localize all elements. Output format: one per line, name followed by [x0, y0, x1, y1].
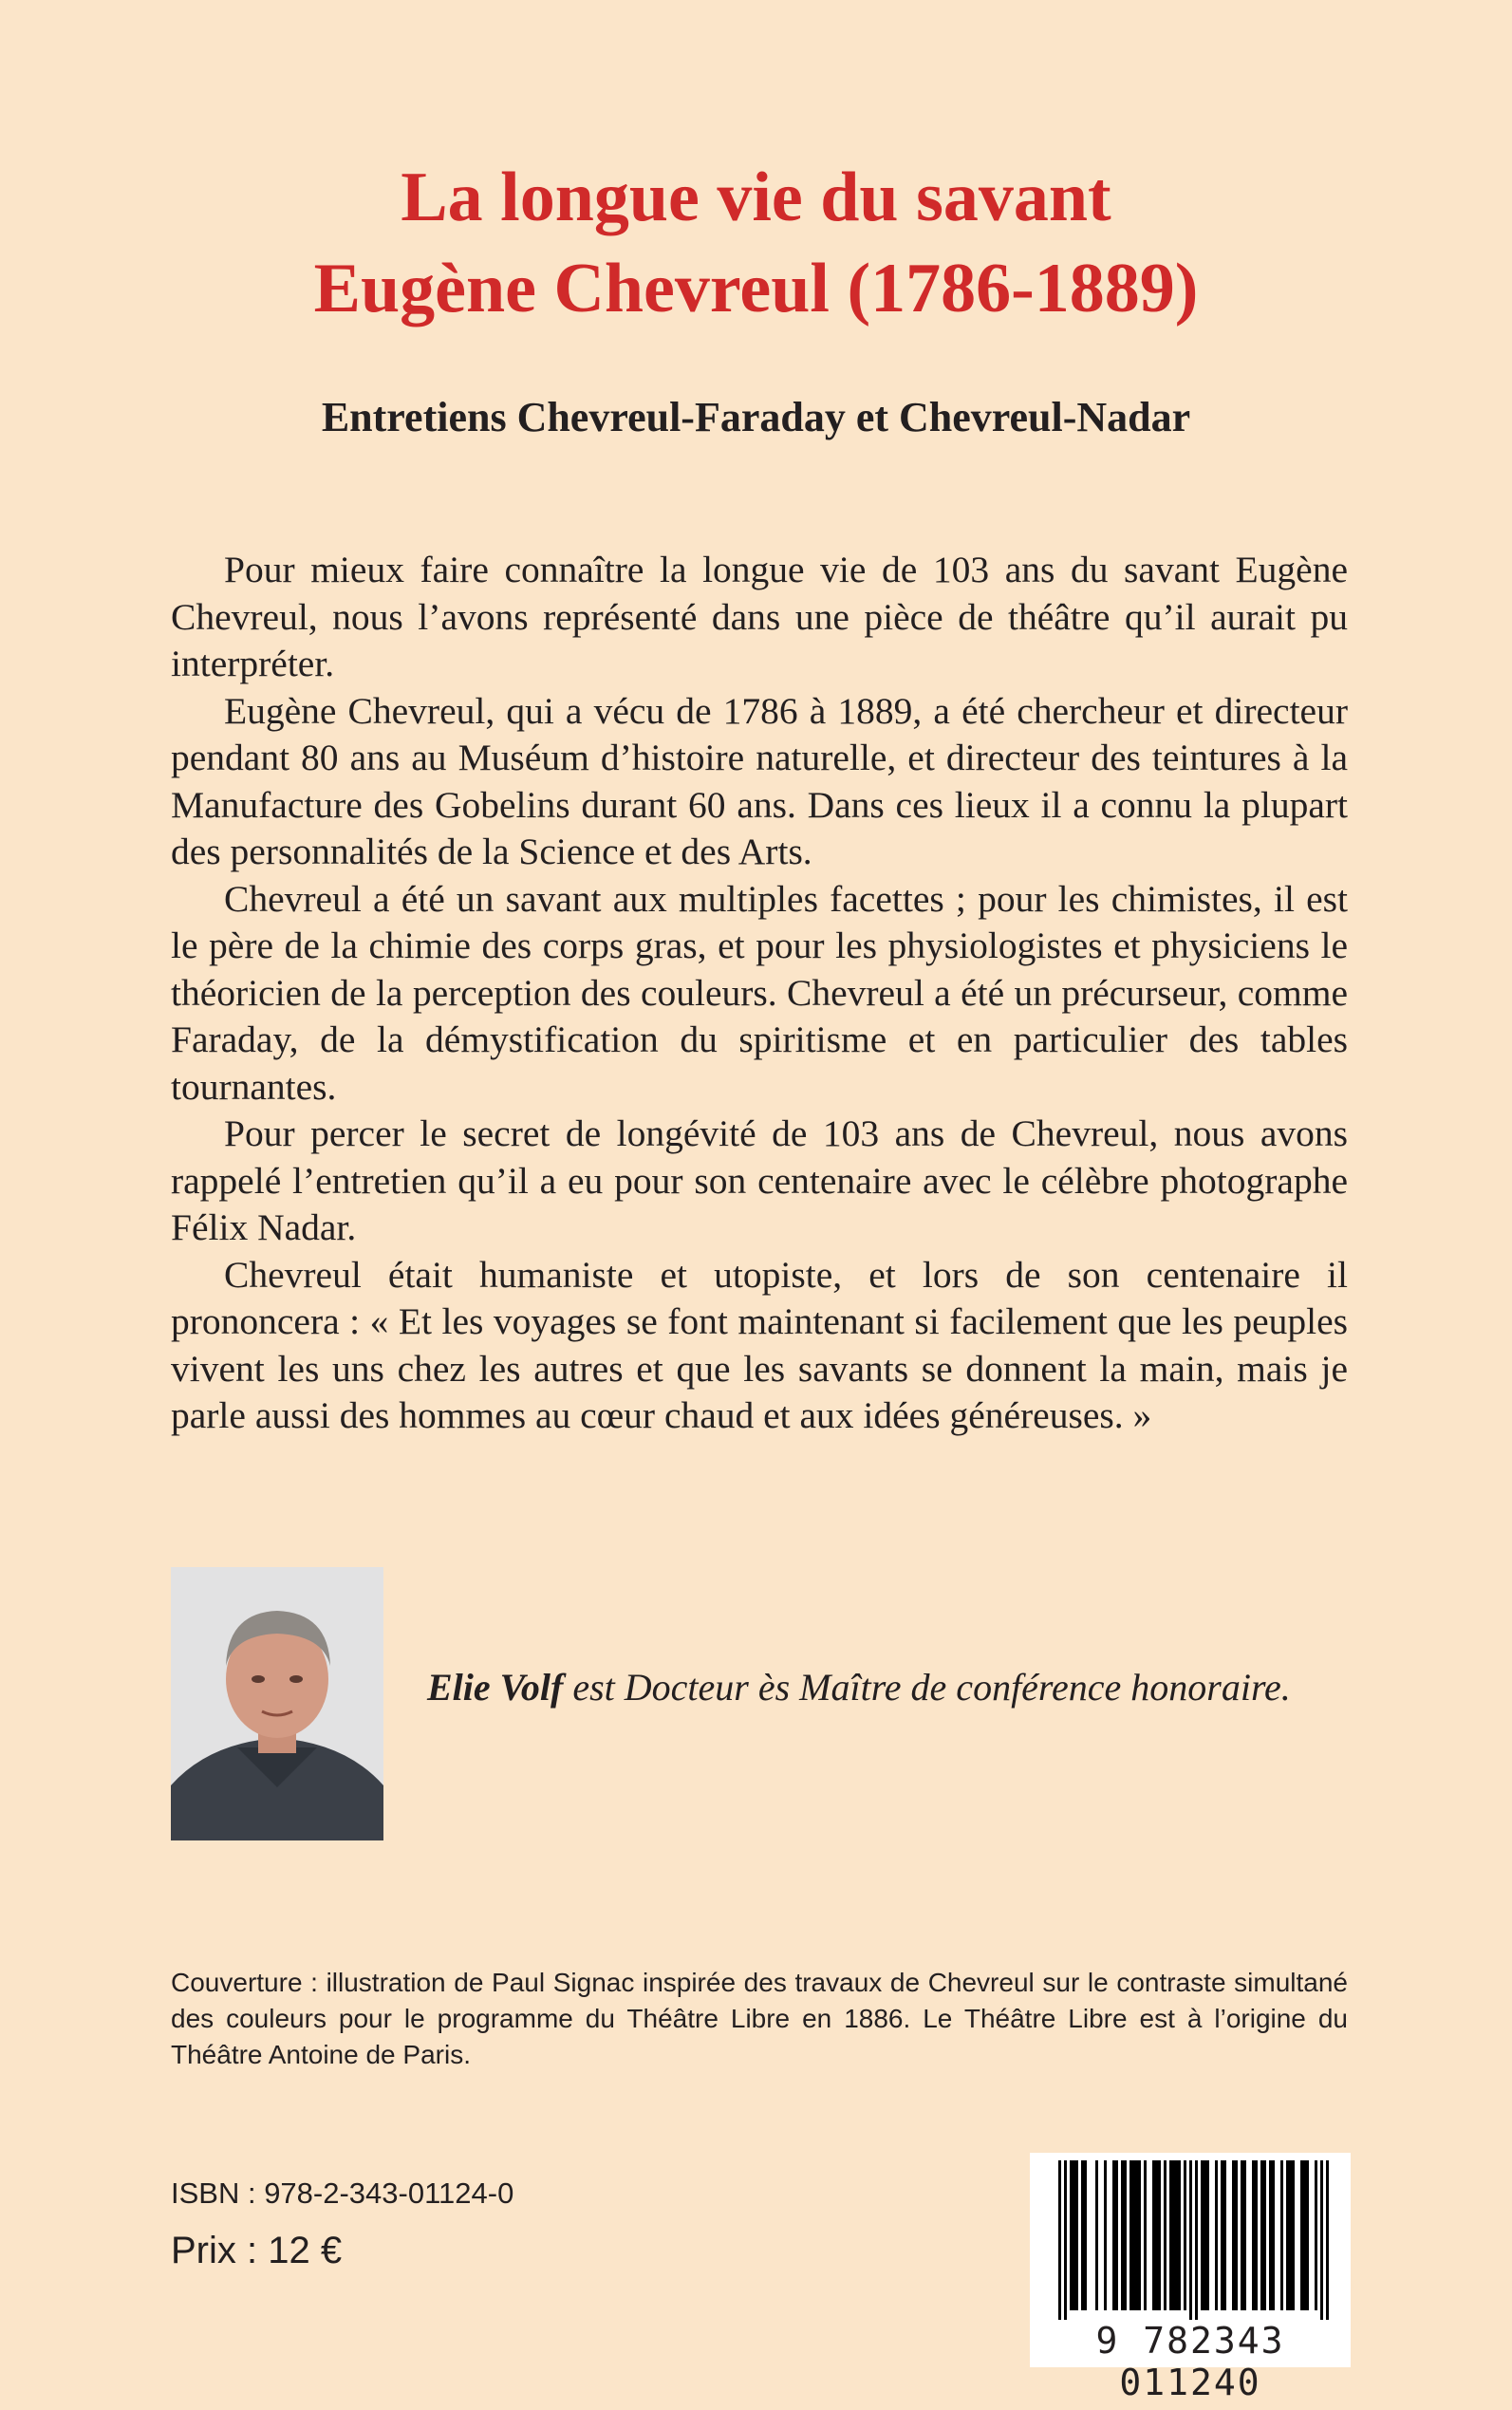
- barcode-bar: [1263, 2160, 1266, 2310]
- barcode-bar: [1081, 2160, 1084, 2310]
- title-line-1: La longue vie du savant: [401, 159, 1111, 236]
- book-title: [0, 152, 1512, 334]
- barcode-bar: [1169, 2160, 1172, 2310]
- barcode-bar: [1223, 2160, 1226, 2310]
- paragraph: Chevreul était humaniste et utopiste, et lors de son centenaire il prononcera : « Et les voyages se font maintenant si facilement que les peuples vivent les uns chez les autres et que les savants se donnent la main, mais je parle aussi des hommes au cœur chaud et aux idées généreuses. »: [171, 1253, 1348, 1436]
- barcode-bar: [1175, 2160, 1178, 2310]
- barcode-bar: [1124, 2160, 1127, 2310]
- author-bio: [427, 1663, 1376, 1712]
- barcode-bar: [1073, 2160, 1075, 2310]
- barcode-bar: [1172, 2160, 1175, 2310]
- barcode-bar: [1195, 2160, 1198, 2320]
- barcode-bar: [1315, 2160, 1317, 2310]
- paragraph: Eugène Chevreul, qui a vécu de 1786 à 1889, a été chercheur et directeur pendant 80 ans au Muséum d’histoire naturelle, et directeur des teintures à la Manufacture des Gobelins durant 60 ans. Dans ces lieux il a connu la plupart des personnalités de la Science et des Arts.: [171, 689, 1348, 872]
- barcode-bar: [1289, 2160, 1292, 2310]
- subtitle: Entretiens Chevreul-Faraday et Chevreul-Nadar: [321, 394, 1191, 440]
- barcode-bar: [1158, 2160, 1161, 2310]
- cover-credit: Couverture : illustration de Paul Signac inspirée des travaux de Chevreul sur le contraste simultané des couleurs pour le programme du Théâtre Libre en 1886. Le Théâtre Libre est à l’origine du Théâtre Antoine de Paris.: [171, 1968, 1348, 2069]
- barcode-bar: [1280, 2160, 1283, 2310]
- title-line-2: Eugène Chevreul (1786-1889): [313, 250, 1199, 327]
- barcode-bar: [1189, 2160, 1192, 2320]
- barcode-bar: [1084, 2160, 1087, 2310]
- barcode-bar: [1255, 2160, 1258, 2310]
- barcode-digits: 9 782343 011240: [1095, 2320, 1285, 2403]
- barcode-bar: [1070, 2160, 1073, 2310]
- isbn: ISBN : 978-2-343-01124-0: [171, 2176, 514, 2210]
- barcode-bar: [1135, 2160, 1138, 2310]
- barcode-bar: [1215, 2160, 1218, 2310]
- barcode-bar: [1184, 2160, 1186, 2310]
- paragraph: Pour percer le secret de longévité de 103 ans de Chevreul, nous avons rappelé l’entretien qu’il a eu pour son centenaire avec le célèbre photographe Félix Nadar.: [171, 1112, 1348, 1248]
- barcode-bar: [1292, 2160, 1295, 2310]
- barcode-bar: [1306, 2160, 1309, 2310]
- author-photo: [171, 1567, 383, 1840]
- barcode-bars: [1030, 2153, 1351, 2320]
- barcode-bar: [1121, 2160, 1124, 2310]
- barcode-bar: [1201, 2160, 1204, 2310]
- author-portrait-image: [171, 1567, 383, 1840]
- barcode-bar: [1058, 2160, 1061, 2320]
- barcode-bar: [1286, 2160, 1289, 2310]
- summary-text: [171, 547, 1348, 1440]
- barcode-bar: [1138, 2160, 1141, 2310]
- barcode-bar: [1064, 2160, 1067, 2320]
- barcode-bar: [1241, 2160, 1243, 2310]
- barcode-bar: [1243, 2160, 1246, 2310]
- barcode-bar: [1115, 2160, 1118, 2310]
- barcode-bar: [1269, 2160, 1272, 2310]
- barcode-bar: [1075, 2160, 1078, 2310]
- barcode-bar: [1164, 2160, 1167, 2310]
- barcode-bar: [1152, 2160, 1155, 2310]
- barcode-bar: [1303, 2160, 1306, 2310]
- barcode-bar: [1252, 2160, 1255, 2310]
- price: Prix : 12 €: [171, 2230, 343, 2271]
- paragraph: Pour mieux faire connaître la longue vie de 103 ans du savant Eugène Chevreul, nous l’avons représenté dans une pièce de théâtre qu’il aurait pu interpréter.: [171, 549, 1348, 684]
- barcode-bar: [1272, 2160, 1275, 2310]
- barcode-bar: [1320, 2160, 1323, 2320]
- barcode-bar: [1178, 2160, 1181, 2310]
- barcode-bar: [1235, 2160, 1238, 2310]
- barcode-bar: [1232, 2160, 1235, 2310]
- paragraph: Chevreul a été un savant aux multiples facettes ; pour les chimistes, il est le père de la chimie des corps gras, et pour les physiologistes et physiciens le théoricien de la perception des couleurs. Chevreul a été un précurseur, comme Faraday, de la démystification du spiritisme et en particulier des tables tournantes.: [171, 877, 1348, 1108]
- barcode: [1030, 2153, 1351, 2403]
- barcode-bar: [1129, 2160, 1132, 2310]
- author-description: est Docteur ès Maître de conférence honoraire.: [563, 1666, 1291, 1709]
- barcode-bar: [1300, 2160, 1303, 2310]
- barcode-bar: [1155, 2160, 1158, 2310]
- barcode-bar: [1326, 2160, 1329, 2320]
- author-name: Elie Volf: [427, 1666, 564, 1709]
- barcode-bar: [1221, 2160, 1223, 2310]
- barcode-bar: [1104, 2160, 1107, 2310]
- barcode-bar: [1260, 2160, 1263, 2310]
- barcode-bar: [1206, 2160, 1209, 2310]
- barcode-bar: [1144, 2160, 1147, 2310]
- barcode-bar: [1204, 2160, 1206, 2310]
- barcode-bar: [1112, 2160, 1115, 2310]
- barcode-bar: [1132, 2160, 1135, 2310]
- barcode-bar: [1095, 2160, 1098, 2310]
